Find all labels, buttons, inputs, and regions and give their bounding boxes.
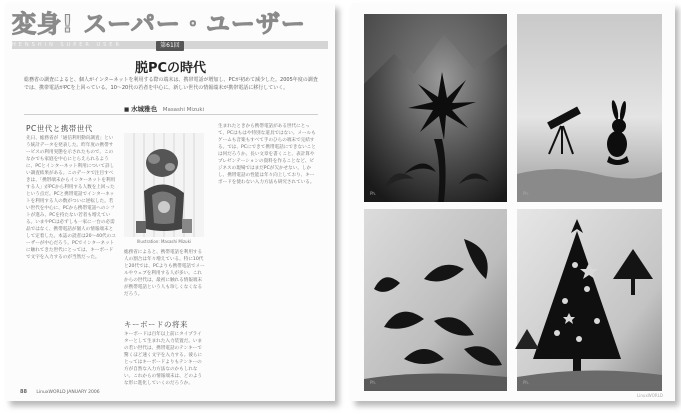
photo-label-2: Ph. <box>523 191 530 196</box>
author-name: 水城雅也 <box>130 105 157 113</box>
title-divider <box>24 114 318 115</box>
photo-christmas-tree <box>517 209 662 391</box>
body-column-2 <box>124 249 206 319</box>
left-magazine-page <box>6 3 335 401</box>
series-header-band: HENSHIN SUPER USER <box>12 41 328 49</box>
photo-label-4: Ph. <box>523 380 530 385</box>
photo-paper-leaves <box>364 209 507 391</box>
body-column-2b <box>124 331 206 386</box>
body-text-col1: 先日、総務省が「通信利用動向調査」という統計データを発表した。昨年度の携帯サービスの利用実態を示されたもので、このなかでも家庭を中心にとらえられるように、PCとインターネット利用について詳しい調査結果がある。このデータで注目すべきは、「携帯端末からインターネットを利用する人」がPCから利用する人数を上回ったという点だ。PCと携帯電話でインターネットを利用する人の数がついに逆転した。若い世代を中心に、PCから携帯電話へのシフトが進み、PCを持たない若者も増えている。いまやPCは必ずしも一家に一台の必需品ではなく、携帯電話が個人の情報端末として定着した。本誌の読者は20〜40代のユーザーが中心だろう。PCでインターネットに触れてきた世代にとっては、キーボードで文字を入力するのが当然だった。 <box>26 136 116 260</box>
moon-rabbit-icon <box>517 14 662 202</box>
author-name-icon: ■ <box>124 107 131 113</box>
body-column-3 <box>218 123 318 381</box>
author-byline <box>124 104 304 113</box>
photo-label-1: Ph. <box>370 191 377 196</box>
photo-label-3: Ph. <box>370 380 377 385</box>
right-magazine-page <box>351 3 675 401</box>
body-text-col2: 総務省によると、携帯電話を利用する人の割合は年々増えている。特に10代と20代では、PCよりも携帯電話でメールやウェブを利用する人が多い。これからの世代は、最初に触れる情報端末が携帯電話という人も珍しくなくなるだろう。 <box>124 250 205 297</box>
paper-leaves-icon <box>364 209 507 391</box>
right-page-mark: LinuxWORLD <box>637 393 663 398</box>
christmas-tree-icon <box>517 209 662 391</box>
abstract-illustration-icon <box>124 133 204 237</box>
magazine-name: LinuxWORLD JANUARY 2006 <box>36 390 100 395</box>
body-column-1 <box>26 135 116 381</box>
issue-number-badge: 第61回 <box>156 41 184 51</box>
article-title: 脱PCの時代 <box>134 61 207 76</box>
photo-moon-rabbit <box>517 14 662 202</box>
article-lead: 総務省の調査によると、個人がインターネットを利用する際の端末は、携帯電話が増加し、PCが初めて減少した。2005年度の調査では、携帯電話がPCを上回っている。10〜20代の若者を中心に、新しい世代の情報端末が携帯電話に移行していく。 <box>24 77 318 91</box>
photo-paper-flower <box>364 14 507 202</box>
figure-caption: Illustration: Masashi Mizuki <box>136 239 192 244</box>
body-text-col3: 生まれたときから携帯電話がある世代にとって、PCはもはや特別な道具ではない。メールもゲームも音楽もすべて手のひらの端末で完結する。では、PCにできて携帯電話にできないことは何だろうか。長い文章を書くこと、表計算やプレゼンテーションの資料を作ることなど、ビジネスの現場ではまだPCが欠かせない。しかし、携帯電話の性能は年々向上しており、キーボードを使わない入力方法も研究されている。 <box>218 124 316 185</box>
illustration-figure <box>124 133 204 237</box>
series-header-title: 変身! スーパー・ユーザー <box>12 10 306 38</box>
page-number: 88 <box>20 389 27 395</box>
author-affiliation: Masashi Mizuki <box>162 107 205 113</box>
paper-flower-icon <box>364 14 507 202</box>
body-text-col4: キーボードは百年以上前にタイプライターとして生まれた入力装置だ。いまの若い世代は、携帯電話のテンキーで驚くほど速く文字を入力する。彼らにとってはキーボードよりもテンキーの方が自然な入力方法なのかもしれない。これからの情報端末は、どのような形に進化していくのだろうか。 <box>124 332 203 386</box>
section-heading-keyboard-future: キーボードの将来 <box>124 320 188 329</box>
page-footer <box>20 389 100 395</box>
section-heading-pc-generation: PC世代と携帯世代 <box>26 124 93 133</box>
